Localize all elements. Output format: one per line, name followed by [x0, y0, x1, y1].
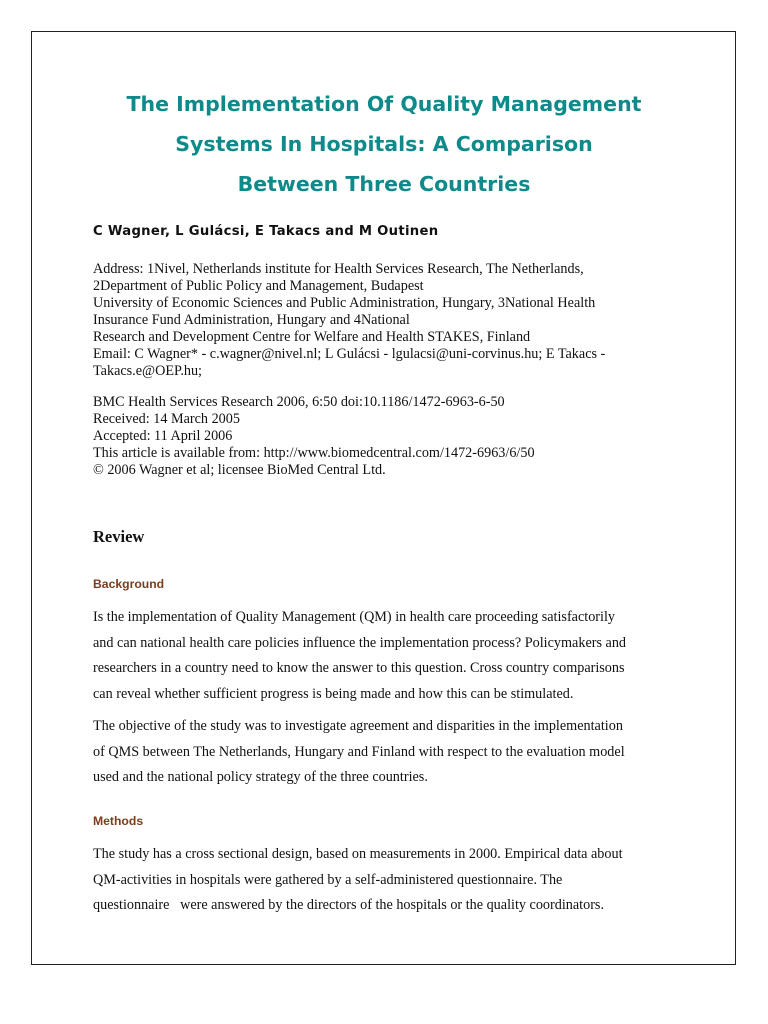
background-paragraph-2 [93, 714, 683, 791]
address-line: Insurance Fund Administration, Hungary and 4National [93, 312, 410, 328]
citation-line: BMC Health Services Research 2006, 6:50 doi:10.1186/1472-6963-6-50 [93, 394, 505, 410]
background-heading: Background [93, 577, 165, 591]
background-paragraph-1 [93, 605, 683, 707]
address-line: Takacs.e@OEP.hu; [93, 363, 202, 379]
methods-heading: Methods [93, 814, 144, 828]
affiliations [93, 261, 605, 380]
methods-paragraph [93, 842, 683, 919]
citation-info [93, 394, 535, 479]
paragraph-line: Is the implementation of Quality Management (QM) in health care proceeding satisfactorily [93, 609, 616, 625]
title-line: The Implementation Of Quality Management [126, 92, 642, 116]
address-line: Address: 1Nivel, Netherlands institute for Health Services Research, The Netherlands, [93, 261, 584, 277]
paragraph-line: QM-activities in hospitals were gathered by a self-administered questionnaire. The [93, 871, 563, 888]
paper-title [40, 84, 728, 204]
citation-line: © 2006 Wagner et al; licensee BioMed Central Ltd. [93, 462, 386, 478]
citation-line: Received: 14 March 2005 [93, 411, 240, 427]
title-line: Systems In Hospitals: A Comparison [175, 132, 593, 156]
review-heading: Review [93, 527, 145, 546]
title-line: Between Three Countries [237, 172, 531, 196]
paragraph-line: researchers in a country need to know the answer to this question. Cross country comparisons [93, 660, 625, 676]
citation-line: Accepted: 11 April 2006 [93, 428, 233, 444]
address-line: Email: C Wagner* - c.wagner@nivel.nl; L Gulácsi - lgulacsi@uni-corvinus.hu; E Takacs - [93, 346, 606, 362]
address-line: Research and Development Centre for Welfare and Health STAKES, Finland [93, 329, 531, 345]
paragraph-line: used and the national policy strategy of the three countries. [93, 769, 428, 785]
paragraph-line: of QMS between The Netherlands, Hungary and Finland with respect to the evaluation model [93, 743, 625, 760]
paragraph-line: The objective of the study was to investigate agreement and disparities in the implementation [93, 718, 623, 734]
address-line: 2Department of Public Policy and Management, Budapest [93, 278, 424, 294]
paragraph-line: and can national health care policies influence the implementation process? Policymakers and [93, 634, 627, 651]
author-list: C Wagner, L Gulácsi, E Takacs and M Outinen [93, 224, 439, 239]
citation-line: This article is available from: http://www.biomedcentral.com/1472-6963/6/50 [93, 445, 535, 461]
paragraph-line: questionnaire were answered by the directors of the hospitals or the quality coordinators. [93, 897, 604, 913]
paragraph-line: can reveal whether sufficient progress is being made and how this can be stimulated. [93, 685, 574, 702]
paragraph-line: The study has a cross sectional design, based on measurements in 2000. Empirical data about [93, 846, 623, 862]
address-line: University of Economic Sciences and Public Administration, Hungary, 3National Health [93, 295, 596, 311]
